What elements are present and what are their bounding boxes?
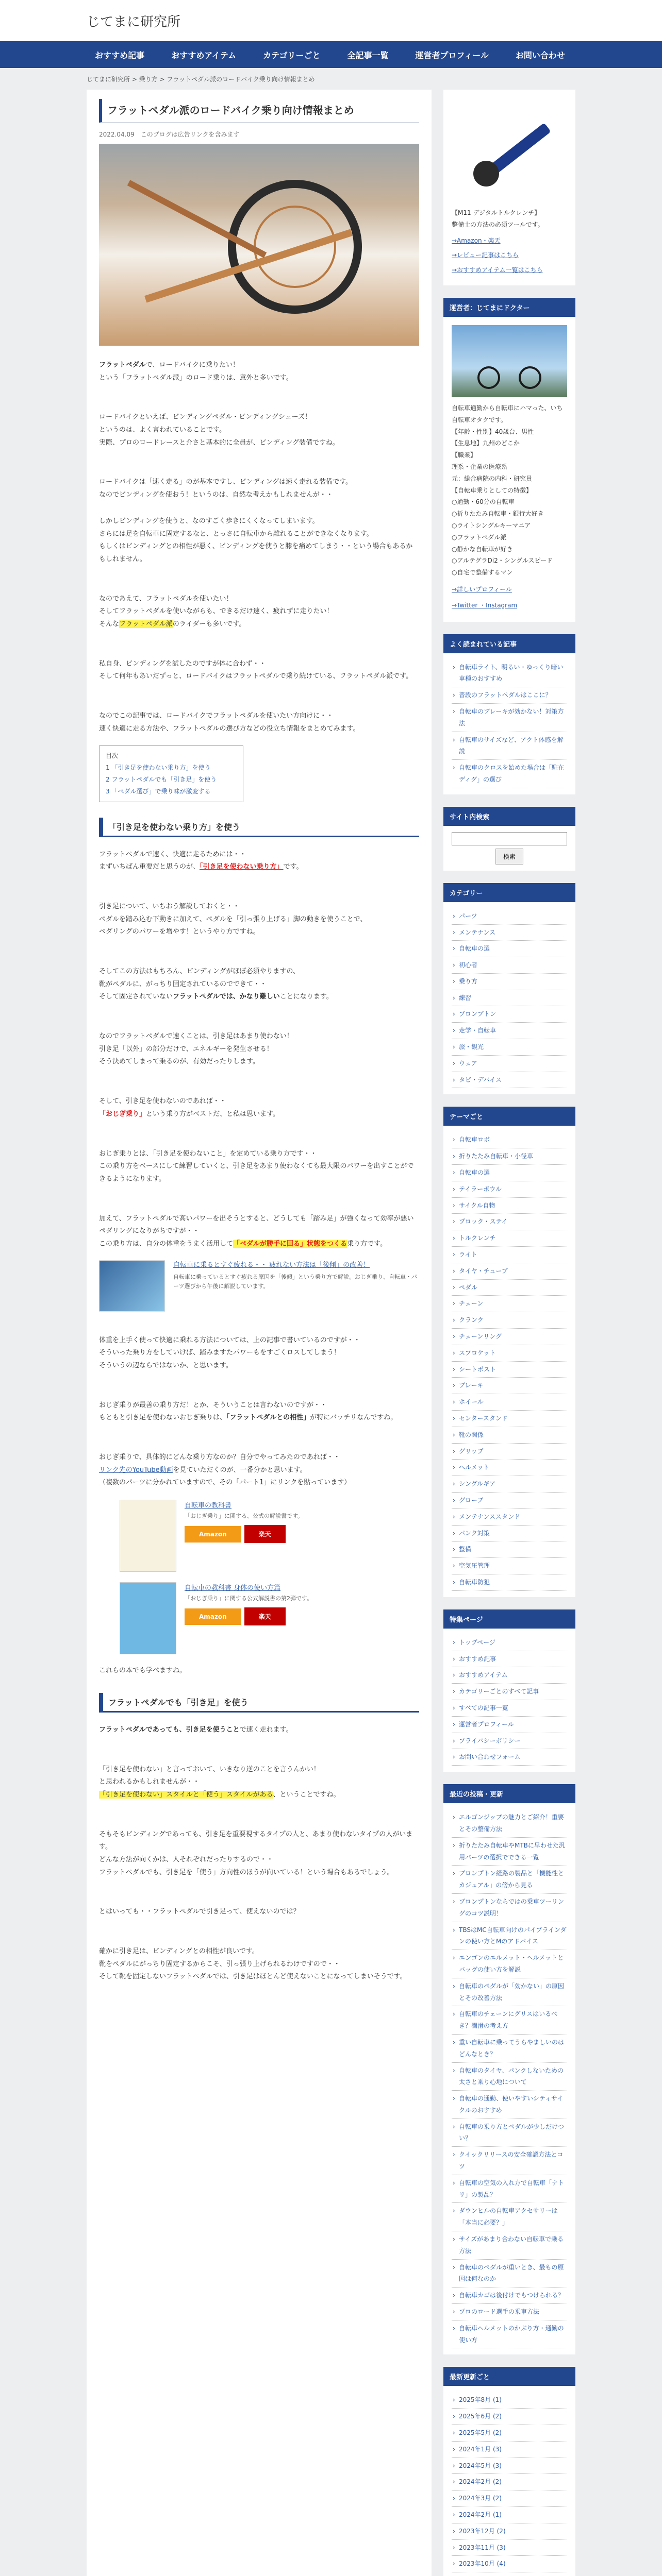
intro-paragraph: 速く快適に走る方法や、フラットペダルの選び方などの役立ち情報をまとめてみます。 (99, 724, 360, 733)
sec1b-spacer (99, 1321, 419, 1334)
section-1b (99, 1321, 419, 1490)
book-cover[interactable] (120, 1582, 176, 1654)
recent-item[interactable]: › ブロンプトンならではの乗車ツーリングのコツ説明！ (452, 1894, 567, 1922)
book-ad (120, 1582, 419, 1654)
rakuten-button[interactable]: 楽天 (244, 1525, 286, 1543)
intro-paragraph: もしくはビンディングとの相性が悪く、ビンディングを使うと膝を痛めてしまう・・という場合もあるかもしれません。 (99, 543, 413, 563)
recent-widget (443, 1784, 575, 2354)
article-date: 2022.04.09 このブログは広告リンクを含みます (99, 131, 240, 138)
sec2-paragraph: フラットペダルであっても、引き足を使うことで速く走れます。 (99, 1725, 293, 1734)
tag-item[interactable]: › シングルギア (452, 1476, 567, 1493)
tag-item[interactable]: › 靴の関係 (452, 1427, 567, 1444)
sec1-paragraph: そしてこの方法はもちろん、ビンディングがほぼ必須やりますの、 (99, 968, 300, 975)
sec1b-paragraph: そういった乗り方をしていけば、踏みますたパワーもをすごくロスしてしまう！ (99, 1349, 341, 1357)
intro-section (99, 359, 419, 735)
intro-paragraph: さらには足を自転車に固定するなと、とっさに自転車から離れることができなくなります。 (99, 530, 373, 538)
intro-paragraph: しかしビンディングを使うと、なのすごく歩きにくくなってしまいます。 (99, 517, 319, 525)
amazon-button[interactable]: Amazon (185, 1608, 241, 1625)
toc-label: 目次 (106, 752, 119, 760)
sec2-paragraph: そして靴を固定しないフラットペダルでは、引き足はほとんど使えないことになってしまいそうです。 (99, 1973, 407, 1981)
recent-item[interactable]: › プロのロード選手の乗車方法 (452, 2304, 567, 2320)
after-ads-text: これらの本でも学べますね。 (99, 1667, 187, 1675)
sec1-spacer (99, 952, 419, 965)
popular-item[interactable]: › 自転車のクロスを始めた場合は「駐在ディグ」の選び (452, 760, 567, 788)
sec1b-spacer (99, 1425, 419, 1438)
intro-paragraph: なのでビンディングを使おう！というのは、自然な考えかもしれませんが・・ (99, 491, 333, 499)
category-item[interactable]: › 初心者 (452, 957, 567, 974)
archive-item[interactable]: › 2024年5月 (3) (452, 2458, 567, 2475)
menu-header: 特集ページ (443, 1609, 575, 1629)
intro-paragraph: ロードバイクといえば、ビンディングペダル・ビンディングシューズ！ (99, 413, 311, 421)
profile-link[interactable]: →詳しいプロフィール (452, 585, 512, 593)
intro-paragraph: そんなフラットペダル派のライダーも多いです。 (99, 620, 246, 628)
category-item[interactable]: › 旅・観光 (452, 1039, 567, 1056)
search-input[interactable] (452, 832, 567, 845)
sec2-paragraph: 「引き足を使わない」と言っておいて、いきなり逆のことを言うんかい！ (99, 1765, 320, 1773)
archive-item[interactable]: › 2023年10月 (4) (452, 2556, 567, 2572)
nav-item-5[interactable]: 運営者プロフィール (415, 50, 489, 60)
product-desc: 整備士の方法の必須ツールです。 (452, 221, 544, 228)
product-title: 【M11 デジタルトルクレンチ】 (452, 209, 541, 216)
profile-line: ○自宅で整備するマン (452, 569, 513, 577)
tag-item[interactable]: › ホイール (452, 1394, 567, 1411)
menu-item[interactable]: › 運営者プロフィール (452, 1717, 567, 1733)
book-ad (120, 1500, 419, 1572)
nav-item-4[interactable]: 全記事一覧 (347, 50, 389, 60)
sidebar (443, 90, 575, 2576)
book-title[interactable]: 自転車の教科書 身体の使い方篇 (185, 1584, 281, 1592)
menu-item[interactable]: › すべての記事一覧 (452, 1700, 567, 1717)
sec1-spacer (99, 874, 419, 887)
sec1-spacer (99, 1134, 419, 1148)
recent-item[interactable]: › サイズがあまり合わない自転車で乗る方法 (452, 2231, 567, 2260)
archive-item[interactable]: › 2024年2月 (1) (452, 2507, 567, 2523)
tag-item[interactable]: › チェーンリング (452, 1329, 567, 1345)
intro-paragraph: そしてフラットペダルを使いながらも、できるだけ速く、疲れずに走りたい！ (99, 607, 334, 616)
tag-item[interactable]: › ブレーキ (452, 1378, 567, 1394)
tag-item[interactable]: › テイラーボウル (452, 1181, 567, 1198)
recent-item[interactable]: › クイックリリースの安全確認方法とコツ (452, 2147, 567, 2175)
sec1-spacer (99, 1186, 419, 1199)
intro-paragraph: という「フラットペダル派」のロード乗りは、意外と多いです。 (99, 374, 293, 382)
sec2-spacer (99, 1892, 419, 1906)
recent-item[interactable]: › 自転車の空気の入れ方で自転車「ナトリ」の製品？ (452, 2175, 567, 2204)
archive-item[interactable]: › 2024年2月 (2) (452, 2474, 567, 2490)
search-button[interactable]: 検索 (495, 849, 523, 865)
book-cover[interactable] (120, 1500, 176, 1572)
intro-spacer (99, 384, 419, 398)
recent-item[interactable]: › 自転車カゴは後付けでもつけられる？ (452, 2287, 567, 2304)
sec1b-paragraph: 体重を上手く使って快適に乗れる方法については、上の記事で書いているのですが・・ (99, 1336, 360, 1344)
main-article (87, 90, 432, 2576)
article-title: フラットペダル派のロードバイク乗り向け情報まとめ (99, 99, 419, 123)
nav-item-6[interactable]: お問い合わせ (515, 50, 565, 60)
category-item[interactable]: › タビ・デバイス (452, 1072, 567, 1089)
archive-item[interactable]: › 2024年3月 (2) (452, 2490, 567, 2507)
recent-item[interactable]: › 自転車のタイヤ、パンクしないための太さと乗り心地について (452, 2063, 567, 2091)
tag-item[interactable]: › スプロケット (452, 1345, 567, 1362)
tag-item[interactable]: › ライト (452, 1247, 567, 1263)
sec1-paragraph: まずいちばん重要だと思うのが、「引き足を使わない乗り方」です。 (99, 863, 303, 871)
sec1b-spacer (99, 1372, 419, 1386)
archive-item[interactable]: › 2025年8月 (1) (452, 2392, 567, 2409)
recent-item[interactable]: › ダウンヒルの自転車アクセサリーは「本当に必要？」 (452, 2203, 567, 2231)
product-widget (443, 90, 575, 285)
menu-item[interactable]: › お問い合わせフォーム (452, 1749, 567, 1766)
sec2-spacer (99, 1932, 419, 1945)
archive-item[interactable] (452, 2572, 567, 2576)
tag-item[interactable]: › タイヤ・チューブ (452, 1263, 567, 1280)
profile-line: 理系・企業の医療系 (452, 463, 508, 470)
toc-item[interactable]: 2 フラットペダルでも「引き足」を使う (106, 775, 217, 783)
nav-item-3[interactable]: カテゴリーごと (263, 50, 321, 60)
sec2-paragraph: と思われるかもしれませんが・・ (99, 1778, 200, 1786)
sec2-paragraph: そもそもビンディングであっても、引き足を重要視するタイプの人と、あまり使わないタイプの人がいます。 (99, 1830, 413, 1851)
category-item[interactable]: › ブロンプトン (452, 1006, 567, 1023)
product-link[interactable]: →Amazon・楽天 (452, 236, 501, 244)
sec1b-spacer (99, 1386, 419, 1399)
tag-item[interactable]: › プロック・ステイ (452, 1214, 567, 1230)
category-widget (443, 883, 575, 1095)
sec2-spacer (99, 1879, 419, 1892)
sec2-spacer (99, 1815, 419, 1828)
sec1-spacer (99, 1017, 419, 1030)
popular-item[interactable]: › 自転車のブレーキが効かない！対策方法 (452, 704, 567, 732)
profile-line: ○アルテグラDi2・シングルスピード (452, 557, 553, 565)
sec1-spacer (99, 1199, 419, 1213)
intro-paragraph: ロードバイクは「速く走る」のが基本ですし、ビンディングは速く走れる装備です。 (99, 478, 353, 486)
popular-item[interactable]: › 自転車のサイズなど、アクト体感を解説 (452, 732, 567, 760)
intro-spacer (99, 683, 419, 697)
recent-item[interactable]: › 重い自転車に乗ってうらやましいのはどんなとき？ (452, 2035, 567, 2063)
profile-line: ○ライトシングルキーマニア (452, 521, 531, 529)
profile-line: 元：総合病院の内科・研究員 (452, 474, 533, 482)
product-link[interactable]: →おすすめアイテム一覧はこちら (452, 266, 543, 274)
archive-item[interactable]: › 2024年1月 (3) (452, 2442, 567, 2458)
related-desc: 自転車に乗っているとすぐ疲れる原因を「後傾」という乗り方で解説。おじぎ乗り、自転車・パーツ選びから午後に解説しています。 (173, 1274, 417, 1290)
intro-paragraph: 実際、プロのロードレースと介さと基本的に全員が、ビンディング装備ですね。 (99, 438, 340, 447)
nav-item-2[interactable]: おすすめアイテム (171, 50, 237, 60)
sec2-paragraph: フラットペダルでも、引き足を「使う」方向性のほうが向いている！という場合もあるでしょう。 (99, 1868, 394, 1876)
book-title[interactable]: 自転車の教科書 (185, 1502, 232, 1510)
popular-widget (443, 634, 575, 794)
recent-item[interactable]: › 自転車の乗り方とペダルが少しだけつい？ (452, 2119, 567, 2147)
profile-line: ○通勤・60分の自転車 (452, 498, 515, 506)
recent-item[interactable]: › 自転車のペダルが「効かない」の原因とその改善方法 (452, 1978, 567, 2007)
category-item[interactable]: › 自転車の選 (452, 941, 567, 957)
sec2-paragraph: とはいっても・・フラットペダルで引き足って、使えないのでは？ (99, 1908, 300, 1916)
category-item[interactable]: › 走学・自転車 (452, 1023, 567, 1039)
sec2-spacer (99, 1802, 419, 1815)
intro-spacer (99, 645, 419, 658)
toc-item[interactable]: 1 「引き足を使わない乗り方」を使う (106, 764, 211, 772)
sec1-paragraph: この乗り方をベースにして練習していくと、引き足をあまり使わなくても最大限のパワーを出すことができるようになります。 (99, 1162, 414, 1183)
popular-item[interactable]: › 普段のフラットペダルはここに？ (452, 687, 567, 704)
profile-widget (443, 298, 575, 622)
archive-item[interactable]: › 2023年12月 (2) (452, 2523, 567, 2540)
nav-item-1[interactable]: おすすめ記事 (95, 50, 145, 60)
tag-item[interactable]: › 自転車防犯 (452, 1574, 567, 1591)
profile-line: 【年齢・性別】40歳台、男性 (452, 428, 534, 435)
related-title[interactable]: 自転車に乗るとすぐ疲れる・・ 疲れない方法は「後傾」の改善！ (173, 1261, 370, 1269)
tag-item[interactable]: › ヘルメット (452, 1460, 567, 1476)
sec2-spacer (99, 1919, 419, 1932)
tag-item[interactable]: › センタースタンド (452, 1411, 567, 1427)
sec1b-spacer (99, 1438, 419, 1451)
sec1-paragraph: なのでフラットペダルで速くことは、引き足はあまり使わない！ (99, 1032, 293, 1041)
sec1-spacer (99, 939, 419, 952)
sec1-paragraph: この乗り方は、自分の体重をうまく活用して「ペダルが勝手に回る」状態をつくる乗り方です。 (99, 1240, 387, 1248)
archive-header: 最新更新ごと (443, 2367, 575, 2386)
related-thumbnail[interactable] (99, 1260, 165, 1312)
sec1-paragraph: 靴がペダルに、がっちり固定されているのでできて・・ (99, 980, 267, 988)
tag-item[interactable]: › トルクレンチ (452, 1230, 567, 1247)
profile-link[interactable]: →Twitter ・Instagram (452, 601, 518, 609)
tag-item[interactable]: › ペダル (452, 1280, 567, 1296)
popular-item[interactable]: › 自転車ライト、明るい・ゆっくり暗い車種のおすすめ (452, 659, 567, 688)
rakuten-button[interactable]: 楽天 (244, 1607, 286, 1625)
intro-paragraph: フラットペダルで、ロードバイクに乗りたい！ (99, 361, 239, 369)
category-item[interactable]: › 乗り方 (452, 974, 567, 990)
sec2-paragraph: どんな方法が向くかは、人それぞれだったりするので・・ (99, 1855, 274, 1863)
intro-spacer (99, 449, 419, 463)
tag-item[interactable]: › チェーン (452, 1296, 567, 1312)
tag-item[interactable]: › 空気圧管理 (452, 1558, 567, 1574)
sec2-spacer (99, 1750, 419, 1764)
profile-line: 自転車通勤から自転車にハマった、いち自転車オタクです。 (452, 404, 563, 423)
menu-item[interactable]: › おすすめ記事 (452, 1651, 567, 1668)
recent-item[interactable]: › 自転車のペダルが重いとき、最もの原因は何なのか (452, 2260, 567, 2288)
tag-item[interactable]: › パンク対策 (452, 1526, 567, 1542)
category-item[interactable]: › ウェア (452, 1056, 567, 1072)
recent-header: 最近の投稿・更新 (443, 1784, 575, 1803)
sec1-paragraph: そして、引き足を使わないのであれば・・ (99, 1097, 226, 1106)
sec1-paragraph: 引き足について、いちおう解説しておくと・・ (99, 902, 240, 910)
profile-line: 【自転車乗りとしての特徴】 (452, 486, 533, 494)
intro-spacer (99, 566, 419, 580)
search-header: サイト内検索 (443, 807, 575, 826)
menu-item[interactable]: › トップページ (452, 1635, 567, 1651)
tag-item[interactable]: › 整備 (452, 1541, 567, 1558)
intro-paragraph: なのでこの記事では、ロードバイクでフラットペダルを使いたい方向けに・・ (99, 712, 334, 720)
tag-item[interactable]: › シートポスト (452, 1362, 567, 1378)
sec2-paragraph: 確かに引き足は、ビンディングとの相性が良いです。 (99, 1947, 259, 1955)
section-2 (99, 1724, 419, 1984)
tag-item[interactable]: › メンテナンススタンド (452, 1509, 567, 1526)
profile-header: 運営者：じてまにドクター (443, 298, 575, 317)
intro-paragraph: というのは、よく言われていることです。 (99, 426, 226, 434)
sec1-paragraph: 加えて、フラットペダルで高いパワーを出そうとすると、どうしても「踏み足」が強くなって効率が悪いペダリングになりがちですが・・ (99, 1214, 414, 1235)
search-widget (443, 807, 575, 871)
table-of-contents (99, 745, 243, 802)
sec2-paragraph: 靴をペダルにがっちり固定するからこそ、引っ張り上げられるわけですので・・ (99, 1960, 340, 1968)
sec1-spacer (99, 887, 419, 901)
profile-bike-image (452, 325, 567, 397)
related-article-card[interactable] (99, 1260, 419, 1312)
tag-header: テーマごと (443, 1107, 575, 1126)
toc-item[interactable]: 3 「ペダル選び」で乗り味が激変する (106, 787, 211, 795)
recent-item[interactable]: › TBSはMC自転車向けのパイプラインダンの使い方とMのアドバイス (452, 1922, 567, 1951)
book-desc: 「おじぎ乗り」に関する、公式の解説書です。 (185, 1513, 304, 1520)
profile-line: ○フラットペダル派 (452, 533, 507, 541)
tag-item[interactable]: › クランク (452, 1312, 567, 1329)
category-item[interactable]: › 練習 (452, 990, 567, 1007)
site-header (0, 0, 662, 41)
intro-spacer (99, 697, 419, 710)
tag-widget (443, 1107, 575, 1597)
sec1b-paragraph: リンク先のYouTube動画を見ていただくのが、一番分かと思います。 (99, 1466, 307, 1474)
global-nav (0, 41, 662, 68)
tag-item[interactable]: › 折りたたみ自転車・小径車 (452, 1148, 567, 1165)
section-heading-1: 「引き足を使わない乗り方」を使う (99, 818, 419, 837)
archive-widget (443, 2367, 575, 2576)
sec1b-paragraph: おじぎ乗りで、具体的にどんな乗り方なのか？自分でやってみたのであれば・・ (99, 1453, 340, 1462)
popular-header: よく読まれている記事 (443, 634, 575, 653)
sec2-spacer (99, 1737, 419, 1750)
tag-item[interactable]: › 自転車の選 (452, 1165, 567, 1181)
sec1b-paragraph: おじぎ乗りが最善の乗り方だ！とか、そういうことは言わないのですが・・ (99, 1401, 327, 1409)
tag-item[interactable]: › グリップ (452, 1444, 567, 1460)
intro-spacer (99, 463, 419, 476)
sec1-paragraph: 「おじぎ乗り」という乗り方がベストだ、と私は思います。 (99, 1110, 279, 1118)
tag-item[interactable]: › サイクル自物 (452, 1198, 567, 1214)
intro-paragraph: そして何年もあいだずっと、ロードバイクはフラットペダルで乗り続けている、フラットペダル派です。 (99, 672, 413, 681)
sec1-spacer (99, 1121, 419, 1134)
sec1-spacer (99, 1069, 419, 1082)
recent-item[interactable]: › ブロンプトン経路の製品と「機能性とカジュアル」の傍から見る (452, 1866, 567, 1894)
recent-item[interactable]: › エルゴンジップの魅力とご紹介！重要とその整備方法 (452, 1809, 567, 1838)
recent-item[interactable]: › 自転車の通勤、使いやすいシティサイクルのおすすめ (452, 2091, 567, 2119)
menu-item[interactable]: › カテゴリーごとのすべて記事 (452, 1684, 567, 1700)
sec1b-paragraph: （複数のパーツに分かれていますので、その「パート1」にリンクを貼っています） (99, 1479, 351, 1487)
product-link[interactable]: →レビュー記事はこちら (452, 251, 519, 259)
amazon-button[interactable]: Amazon (185, 1526, 241, 1543)
intro-paragraph: なのであえて、フラットペダルを使いたい！ (99, 595, 233, 603)
section-heading-2: フラットペダルでも「引き足」を使う (99, 1693, 419, 1713)
breadcrumb[interactable]: じてまに研究所 > 乗り方 > フラットペダル派のロードバイク乗り向け情報まとめ (87, 75, 315, 83)
sec1-paragraph: 引き足「以外」の部分だけで、エネルギーを発生させる！ (99, 1045, 273, 1053)
profile-line: 【職業】 (452, 451, 477, 459)
profile-line: ○折りたたみ自転車・銀行大好き (452, 510, 544, 518)
category-header: カテゴリー (443, 883, 575, 902)
sec1-paragraph: おじぎ乗りとは、「引き足を使わないこと」を定めている乗り方です・・ (99, 1149, 317, 1158)
profile-line: 【生息地】九州のどこか (452, 439, 520, 447)
recent-item[interactable]: › 折りたたみ自転車やMTBに早わせた汎用パーツの選択でできる一覧 (452, 1838, 567, 1866)
recent-item[interactable]: › 自転車ヘルメットのかぶり方・通勤の使い方 (452, 2320, 567, 2349)
tag-item[interactable]: › 自転車ロボ (452, 1132, 567, 1148)
recent-item[interactable]: › エンゴンのエルメット・ヘルメットとバッグの使い方を解説 (452, 1950, 567, 1978)
menu-item[interactable]: › プライバシーポリシー (452, 1733, 567, 1750)
sec1b-paragraph: もともと引き足を使わないおじぎ乗りは、「フラットペダルとの相性」が特にバッチリなんですね。 (99, 1414, 398, 1422)
sec1-paragraph: ペダルを踏み込む下動きに加えて、ペダルを「引っ張り上げる」脚の動きを使うことで、 (99, 915, 367, 923)
intro-spacer (99, 631, 419, 645)
sec1-paragraph: ペダリングのパワーを増やす！というやり方ですね。 (99, 928, 260, 936)
intro-spacer (99, 580, 419, 593)
archive-item[interactable]: › 2023年11月 (3) (452, 2540, 567, 2556)
profile-line: ○静かな自転車が好き (452, 545, 513, 553)
book-desc: 「おじぎ乗り」に関する公式解説書の第2弾です。 (185, 1595, 313, 1602)
sec1-paragraph: フラットペダルで速く、快適に走るためには・・ (99, 850, 246, 858)
sec1-spacer (99, 1004, 419, 1017)
menu-item[interactable]: › おすすめアイテム (452, 1667, 567, 1684)
site-title[interactable]: じてまに研究所 (87, 14, 181, 30)
eyecatch-image (99, 144, 419, 346)
sec2-paragraph: 「引き足を使わない」スタイルと「使う」スタイルがある、ということですね。 (99, 1790, 340, 1799)
sec1-paragraph: そして固定されていないフラットペダルでは、かなり難しいことになります。 (99, 993, 333, 1001)
intro-spacer (99, 398, 419, 411)
sec1-spacer (99, 1082, 419, 1095)
torque-wrench-image[interactable] (458, 99, 561, 202)
archive-item[interactable]: › 2025年5月 (2) (452, 2425, 567, 2442)
menu-widget (443, 1609, 575, 1772)
intro-spacer (99, 502, 419, 515)
archive-item[interactable]: › 2025年6月 (2) (452, 2409, 567, 2425)
tag-item[interactable]: › グローブ (452, 1493, 567, 1509)
sec1b-paragraph: そういうの辺ならではないか、と思います。 (99, 1362, 233, 1369)
recent-item[interactable]: › 自転車のチェーンにグリスはいるべき？潤滑の考え方 (452, 2006, 567, 2035)
category-item[interactable]: › メンテナンス (452, 925, 567, 941)
sec1-paragraph: そう決めてしまって乗るのが、有効だったりします。 (99, 1058, 259, 1066)
intro-paragraph: 私自身、ビンディングを試したのですが体に合わず・・ (99, 659, 266, 668)
category-item[interactable]: › パーツ (452, 908, 567, 925)
section-1 (99, 849, 419, 1251)
